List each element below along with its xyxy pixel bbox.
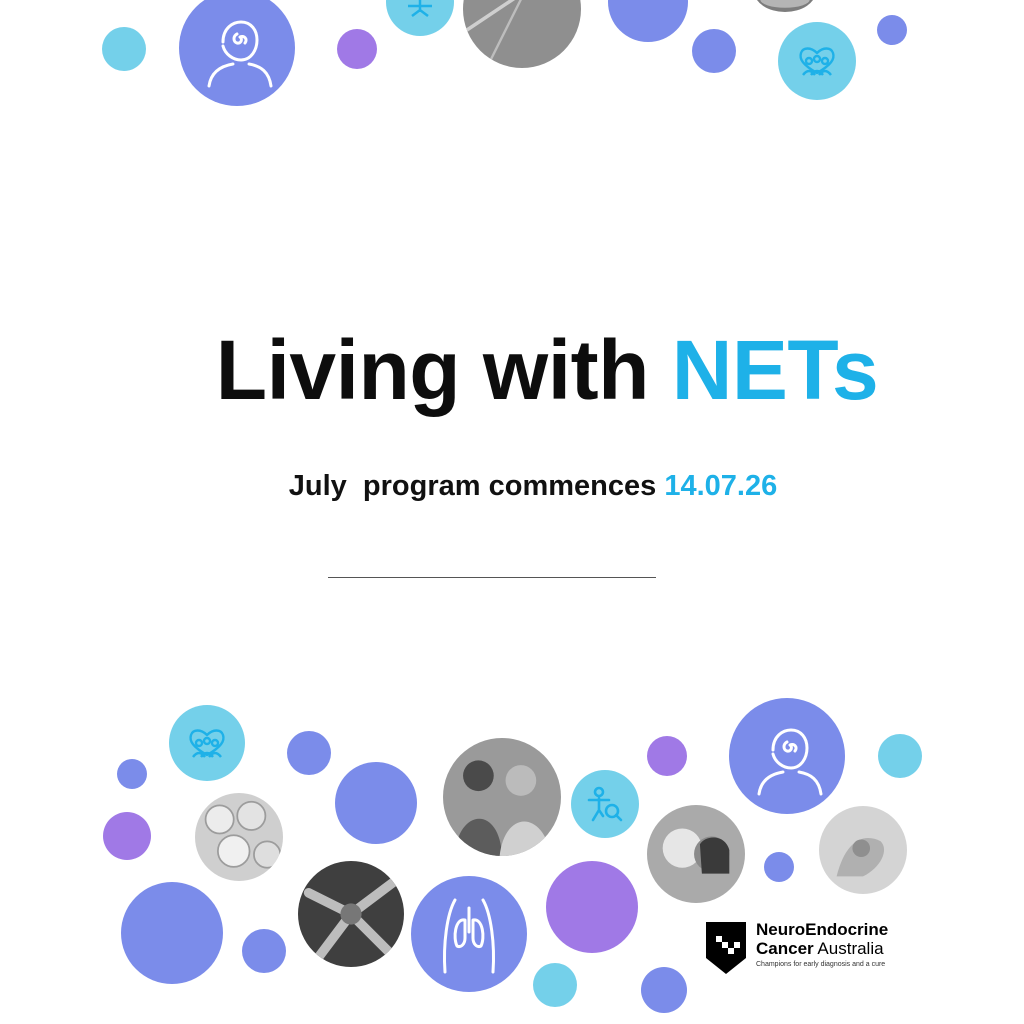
photo-circle-top-right (754, 0, 816, 12)
brand-name-line1: NeuroEndocrine (756, 920, 889, 939)
decor-circle (117, 759, 147, 789)
photo-circle-people (443, 738, 561, 856)
community-group-icon (169, 705, 245, 781)
brand-logo-mark (706, 922, 746, 974)
search-person-icon (571, 770, 639, 838)
brand-name (756, 920, 888, 958)
head-profile-icon (179, 0, 295, 106)
decor-circle (608, 0, 688, 42)
decor-circle (103, 812, 151, 860)
decor-circle (242, 929, 286, 973)
photo-circle-hands (463, 0, 581, 68)
brand-name-line2-rest: Australia (813, 939, 884, 958)
subtitle-date: 14.07.26 (664, 470, 778, 502)
decor-circle (102, 27, 146, 71)
subtitle-main-text: July program commences (288, 470, 665, 502)
accessibility-icon (386, 0, 454, 36)
decor-circle (641, 967, 687, 1013)
brand-tagline: Champions for early diagnosis and a cure (756, 961, 886, 968)
decor-circle (121, 882, 223, 984)
decor-circle (337, 29, 377, 69)
decor-circle (692, 29, 736, 73)
title-accent-text: NETs (671, 323, 879, 417)
brand-logo (706, 920, 906, 976)
decor-circle (533, 963, 577, 1007)
poster-subtitle (0, 470, 1024, 503)
photo-circle-pills (195, 793, 283, 881)
decor-circle (546, 861, 638, 953)
title-main-text: Living with (215, 323, 672, 417)
brand-name-line2-bold: Cancer (756, 939, 814, 958)
decor-circle (335, 762, 417, 844)
photo-circle-hands-support (819, 806, 907, 894)
photo-circle-women (647, 805, 745, 903)
lungs-torso-icon (411, 876, 527, 992)
head-profile-icon (729, 698, 845, 814)
decor-circle (764, 852, 794, 882)
divider-line (328, 577, 656, 578)
photo-circle-group-hands (298, 861, 404, 967)
poster-title (0, 322, 1024, 419)
decor-circle (287, 731, 331, 775)
decor-circle (878, 734, 922, 778)
decor-circle (647, 736, 687, 776)
decor-circle (877, 15, 907, 45)
community-group-icon (778, 22, 856, 100)
